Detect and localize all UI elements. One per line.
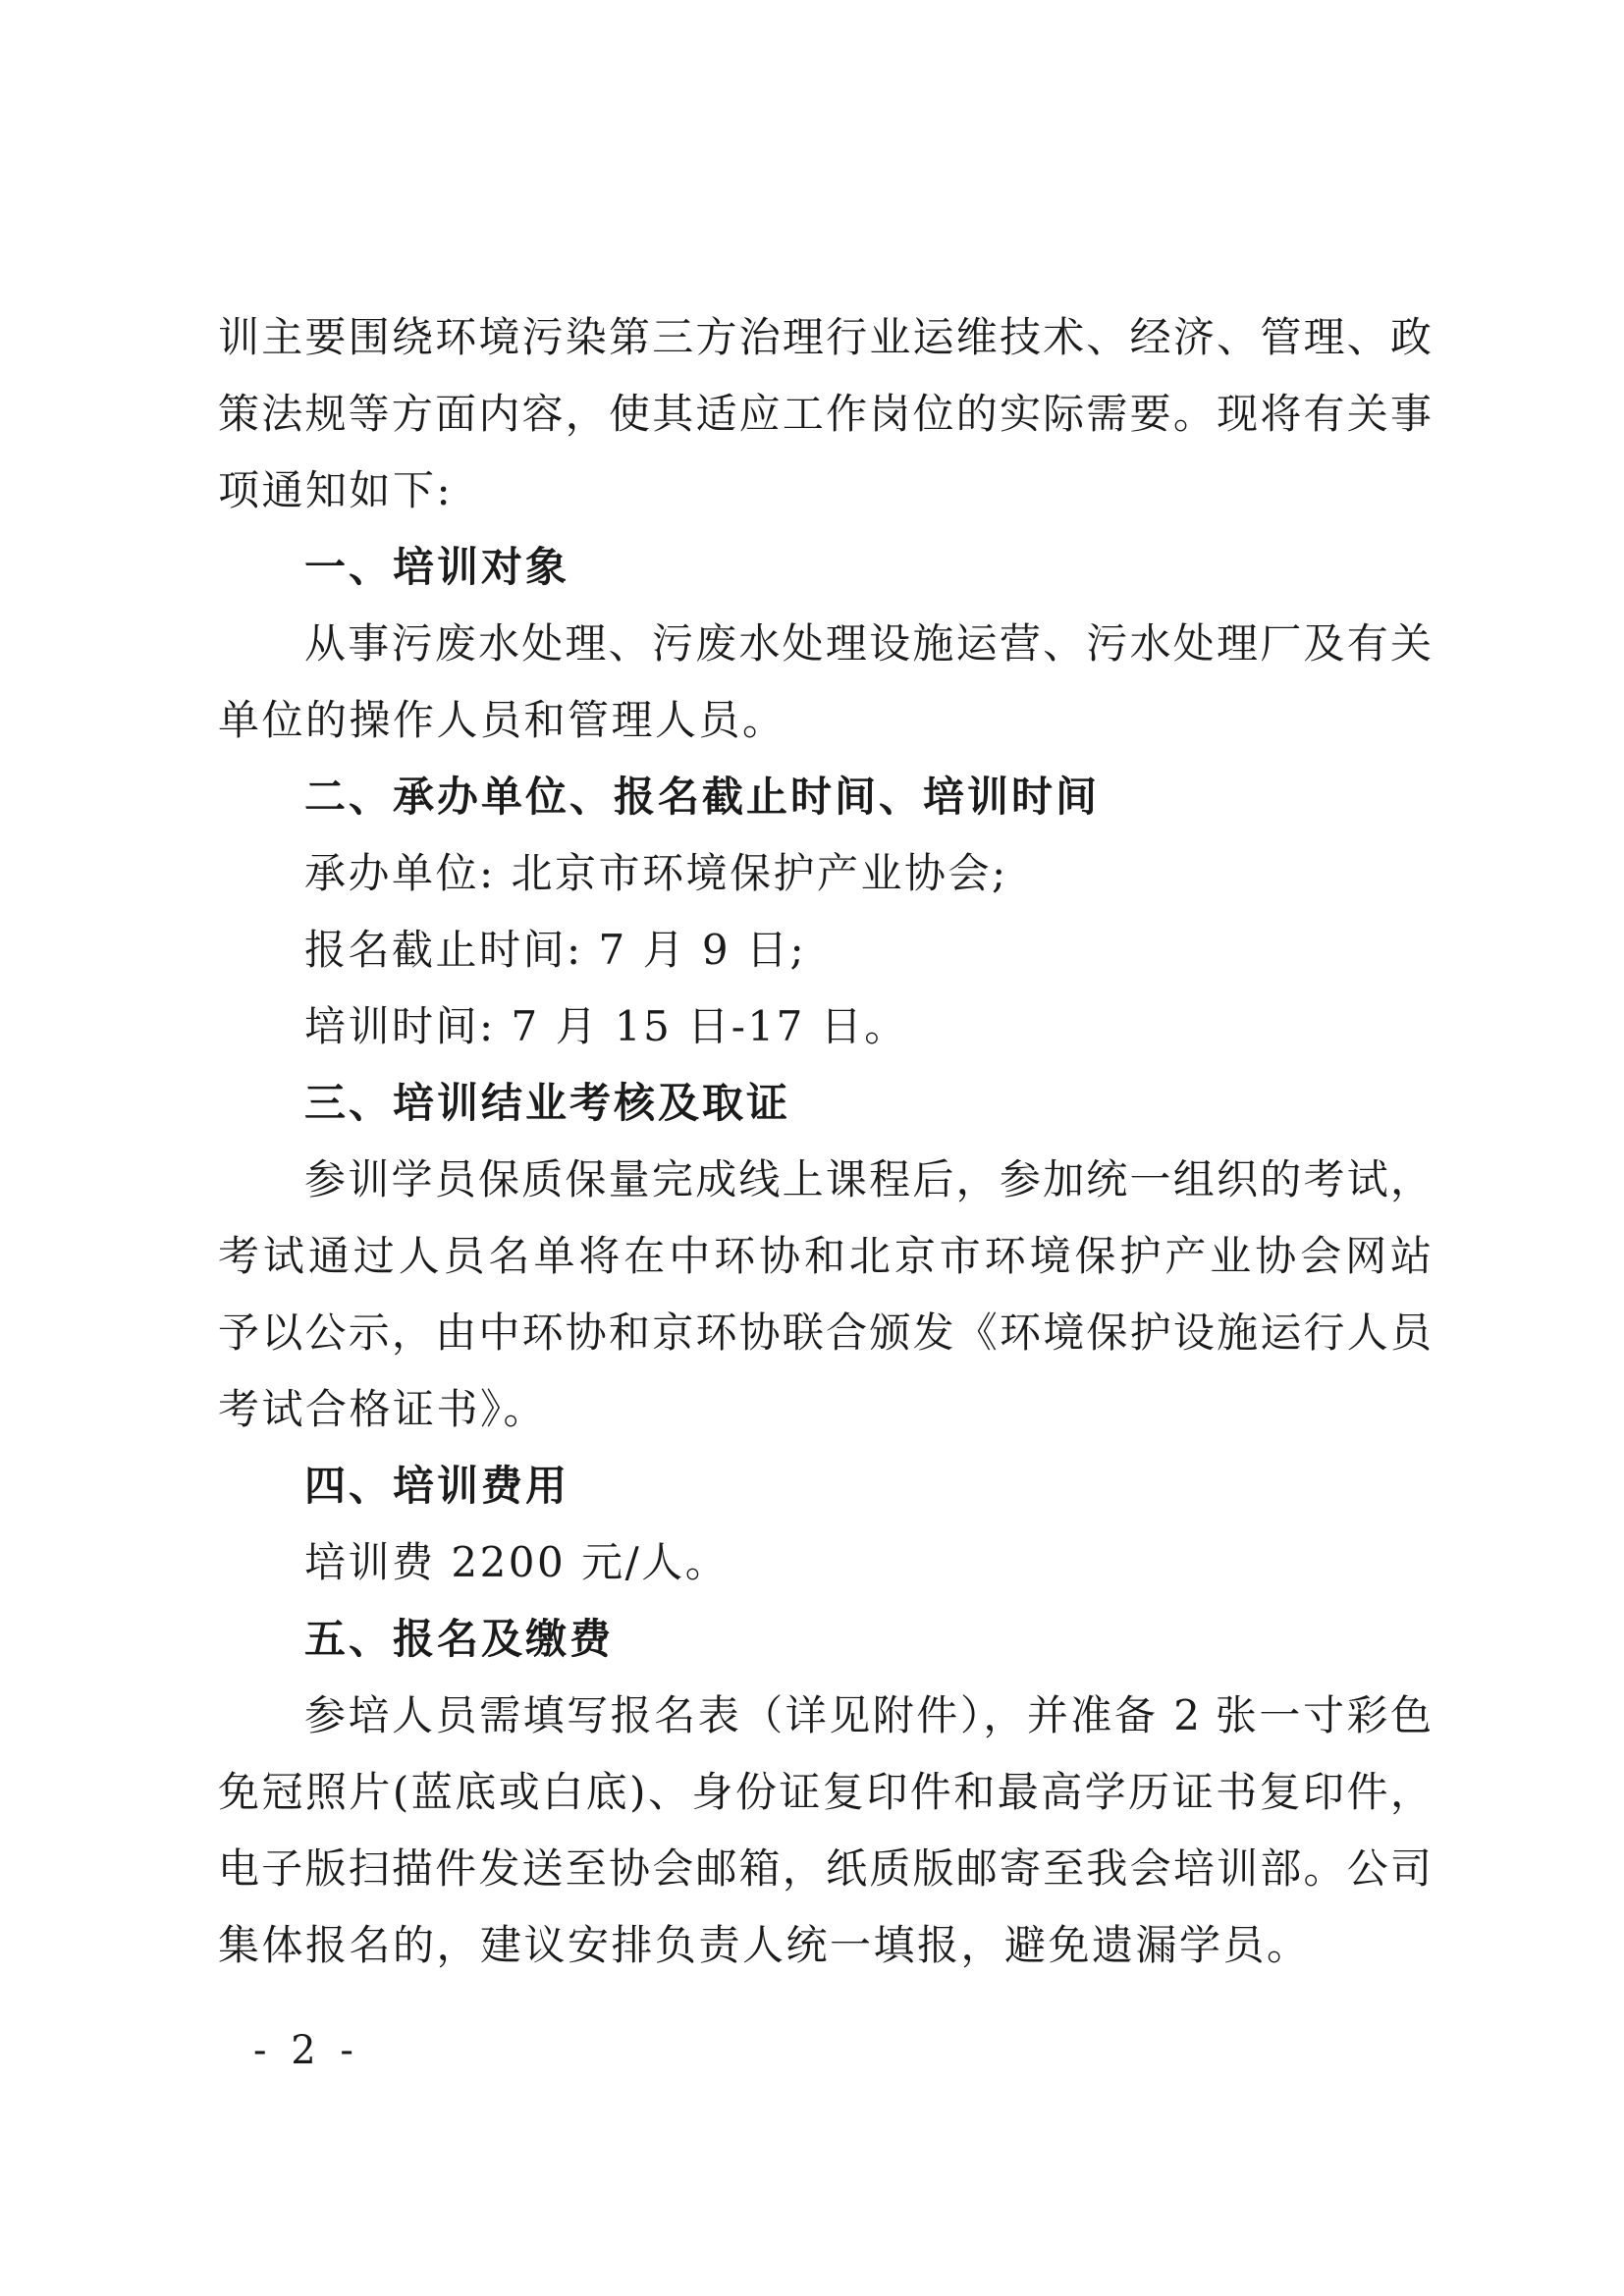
section-heading-2: 二、承办单位、报名截止时间、培训时间 [304, 773, 1101, 821]
body-line: 集体报名的，建议安排负责人统一填报，避免遗漏学员。 [218, 1921, 1311, 1969]
section-heading-4: 四、培训费用 [304, 1462, 570, 1510]
body-line: 考试合格证书》。 [218, 1385, 548, 1433]
body-line: 承办单位: 北京市环境保护产业协会; [304, 849, 1008, 897]
body-line: 单位的操作人员和管理人员。 [218, 696, 786, 744]
body-line: 考试通过人员名单将在中环协和北京市环境保护产业协会网站 [218, 1232, 1432, 1280]
section-heading-3: 三、培训结业考核及取证 [304, 1079, 791, 1127]
body-line: 训主要围绕环境污染第三方治理行业运维技术、经济、管理、政 [218, 313, 1432, 361]
body-line: 予以公示，由中环协和京环协联合颁发《环境保护设施运行人员 [218, 1308, 1432, 1357]
body-line: 参训学员保质保量完成线上课程后，参加统一组织的考试， [304, 1155, 1432, 1203]
body-line: 从事污废水处理、污废水处理设施运营、污水处理厂及有关 [304, 619, 1432, 667]
section-heading-1: 一、培训对象 [304, 543, 570, 591]
body-line: 策法规等方面内容，使其适应工作岗位的实际需要。现将有关事 [218, 390, 1432, 438]
body-line: 项通知如下: [218, 466, 454, 514]
body-line: 报名截止时间: 7 月 9 日; [304, 926, 807, 974]
body-line: 参培人员需填写报名表（详见附件），并准备 2 张一寸彩色 [304, 1691, 1432, 1739]
section-heading-5: 五、报名及缴费 [304, 1615, 615, 1663]
page-number: - 2 - [253, 2028, 359, 2073]
body-line: 培训费 2200 元/人。 [304, 1538, 730, 1586]
body-line: 培训时间: 7 月 15 日-17 日。 [304, 1002, 908, 1050]
body-line: 电子版扫描件发送至协会邮箱，纸质版邮寄至我会培训部。公司 [218, 1844, 1432, 1893]
body-line: 免冠照片(蓝底或白底)、身份证复印件和最高学历证书复印件， [218, 1768, 1432, 1816]
